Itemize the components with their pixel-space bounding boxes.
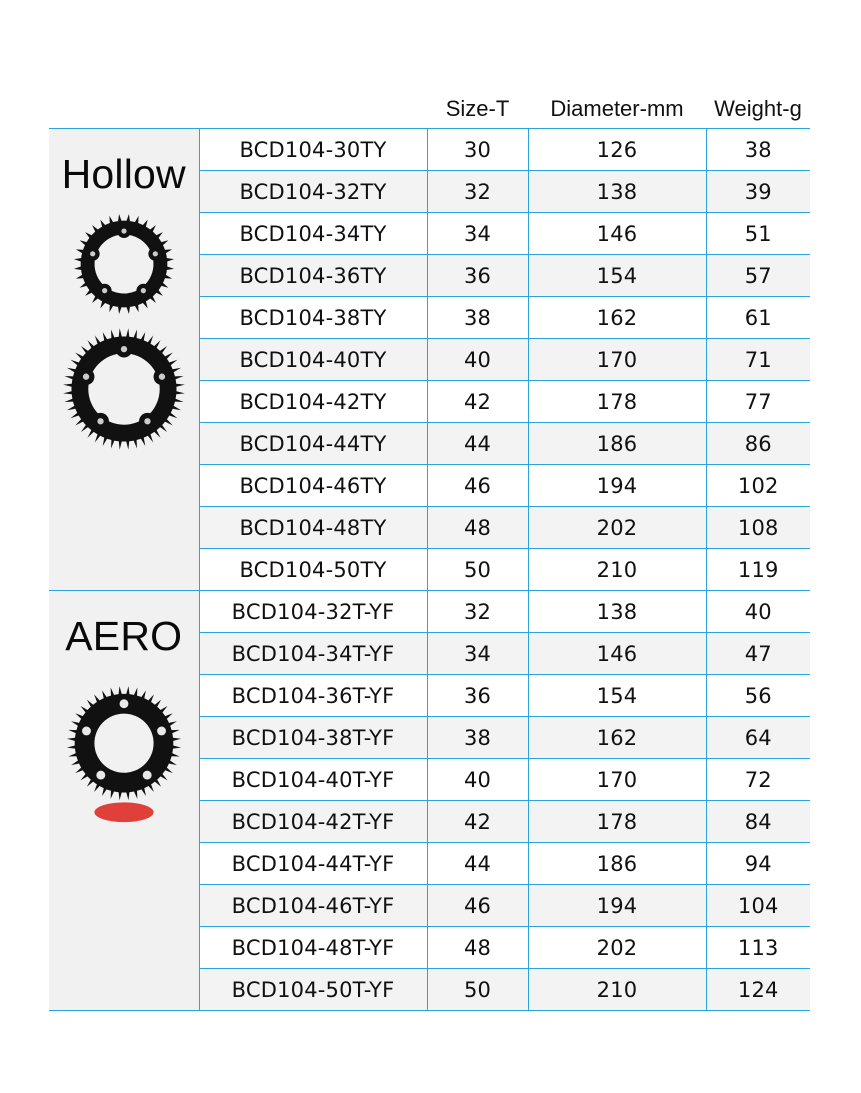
cell-diameter: 162 [528, 297, 706, 339]
cell-model: BCD104-42TY [199, 381, 427, 423]
cell-weight: 56 [706, 675, 810, 717]
cell-size: 44 [427, 423, 528, 465]
cell-diameter: 178 [528, 381, 706, 423]
cell-model: BCD104-46TY [199, 465, 427, 507]
cell-diameter: 170 [528, 339, 706, 381]
cell-model: BCD104-48T-YF [199, 927, 427, 969]
cell-diameter: 210 [528, 549, 706, 591]
cell-weight: 104 [706, 885, 810, 927]
header-group [49, 80, 199, 129]
spec-table-container [49, 80, 810, 1011]
header-model [199, 80, 427, 129]
cell-size: 44 [427, 843, 528, 885]
cell-weight: 38 [706, 129, 810, 171]
cell-model: BCD104-48TY [199, 507, 427, 549]
cell-size: 36 [427, 675, 528, 717]
cell-model: BCD104-34T-YF [199, 633, 427, 675]
cell-weight: 64 [706, 717, 810, 759]
cell-diameter: 170 [528, 759, 706, 801]
cell-model: BCD104-40TY [199, 339, 427, 381]
cell-model: BCD104-30TY [199, 129, 427, 171]
cell-model: BCD104-32TY [199, 171, 427, 213]
cell-diameter: 138 [528, 171, 706, 213]
cell-weight: 108 [706, 507, 810, 549]
cell-diameter: 146 [528, 633, 706, 675]
cell-model: BCD104-40T-YF [199, 759, 427, 801]
header-row [49, 80, 810, 129]
cell-weight: 113 [706, 927, 810, 969]
header-diameter: Diameter-mm [550, 96, 684, 121]
cell-diameter: 202 [528, 927, 706, 969]
cell-weight: 119 [706, 549, 810, 591]
cell-diameter: 154 [528, 675, 706, 717]
cell-weight: 47 [706, 633, 810, 675]
spec-table [49, 80, 810, 1011]
table-row [49, 591, 810, 633]
cell-weight: 94 [706, 843, 810, 885]
cell-model: BCD104-32T-YF [199, 591, 427, 633]
cell-size: 42 [427, 801, 528, 843]
cell-size: 38 [427, 717, 528, 759]
cell-size: 34 [427, 213, 528, 255]
cell-diameter: 154 [528, 255, 706, 297]
cell-model: BCD104-36T-YF [199, 675, 427, 717]
cell-size: 50 [427, 969, 528, 1011]
cell-model: BCD104-46T-YF [199, 885, 427, 927]
table-row [49, 129, 810, 171]
cell-size: 30 [427, 129, 528, 171]
cell-size: 42 [427, 381, 528, 423]
cell-model: BCD104-50TY [199, 549, 427, 591]
cell-diameter: 162 [528, 717, 706, 759]
cell-size: 40 [427, 339, 528, 381]
header-size: Size-T [445, 96, 510, 121]
cell-diameter: 194 [528, 465, 706, 507]
cell-weight: 57 [706, 255, 810, 297]
cell-size: 50 [427, 549, 528, 591]
cell-weight: 84 [706, 801, 810, 843]
cell-weight: 86 [706, 423, 810, 465]
chainring-hollow-large-icon [61, 326, 187, 452]
cell-diameter: 138 [528, 591, 706, 633]
cell-model: BCD104-38TY [199, 297, 427, 339]
cell-diameter: 126 [528, 129, 706, 171]
cell-weight: 77 [706, 381, 810, 423]
cell-model: BCD104-44TY [199, 423, 427, 465]
group-cell-hollow [49, 129, 199, 591]
cell-diameter: 202 [528, 507, 706, 549]
cell-size: 38 [427, 297, 528, 339]
cell-model: BCD104-44T-YF [199, 843, 427, 885]
cell-diameter: 210 [528, 969, 706, 1011]
group-title: Hollow [61, 151, 186, 197]
spec-table-body [49, 129, 810, 1011]
cell-model: BCD104-42T-YF [199, 801, 427, 843]
cell-size: 46 [427, 465, 528, 507]
cell-weight: 40 [706, 591, 810, 633]
cell-weight: 102 [706, 465, 810, 507]
cell-weight: 124 [706, 969, 810, 1011]
cell-weight: 72 [706, 759, 810, 801]
cell-diameter: 146 [528, 213, 706, 255]
chainring-aero-icon [63, 684, 185, 830]
cell-size: 48 [427, 927, 528, 969]
cell-weight: 39 [706, 171, 810, 213]
cell-weight: 51 [706, 213, 810, 255]
cell-diameter: 186 [528, 843, 706, 885]
cell-size: 32 [427, 591, 528, 633]
cell-size: 34 [427, 633, 528, 675]
cell-model: BCD104-50T-YF [199, 969, 427, 1011]
cell-size: 36 [427, 255, 528, 297]
cell-size: 40 [427, 759, 528, 801]
cell-model: BCD104-36TY [199, 255, 427, 297]
cell-diameter: 178 [528, 801, 706, 843]
header-weight: Weight-g [714, 96, 802, 121]
cell-weight: 71 [706, 339, 810, 381]
cell-diameter: 186 [528, 423, 706, 465]
cell-size: 32 [427, 171, 528, 213]
cell-weight: 61 [706, 297, 810, 339]
cell-model: BCD104-34TY [199, 213, 427, 255]
chainring-hollow-small-icon [72, 212, 176, 316]
cell-size: 46 [427, 885, 528, 927]
cell-size: 48 [427, 507, 528, 549]
cell-diameter: 194 [528, 885, 706, 927]
group-title: AERO [65, 613, 183, 659]
group-cell-aero [49, 591, 199, 1011]
cell-model: BCD104-38T-YF [199, 717, 427, 759]
